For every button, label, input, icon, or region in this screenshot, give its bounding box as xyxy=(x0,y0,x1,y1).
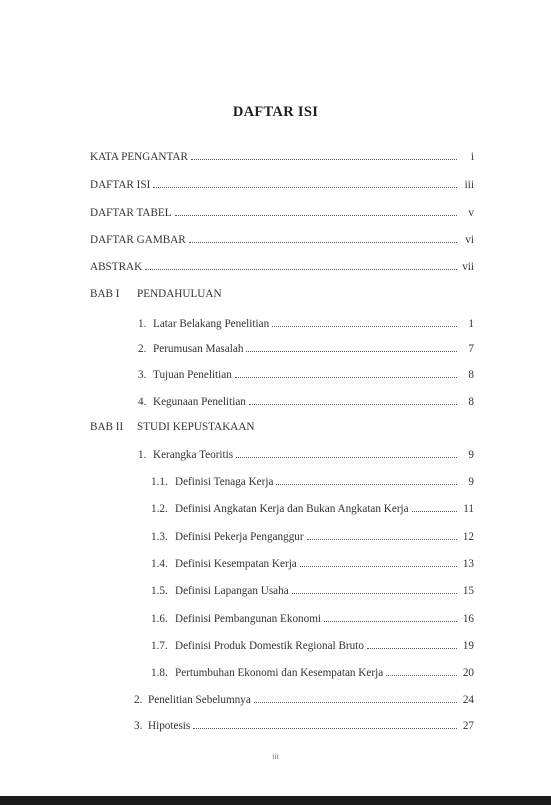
toc-entry-number: 3. xyxy=(138,369,147,381)
toc-entry-page: 11 xyxy=(463,503,474,515)
toc-entry-label: Definisi Angkatan Kerja dan Bukan Angkatan Kerja xyxy=(175,503,409,515)
toc-entry-label: Definisi Lapangan Usaha xyxy=(175,585,289,597)
toc-entry-abstrak[interactable] xyxy=(90,261,474,273)
toc-entry-page: iii xyxy=(464,179,474,191)
toc-entry-number: 1.1. xyxy=(151,476,168,488)
toc-entry-number: 1.4. xyxy=(151,558,168,570)
toc-entry-page: 13 xyxy=(462,558,474,570)
leader-dots xyxy=(153,186,457,188)
toc-entry-page: 27 xyxy=(462,720,474,732)
toc-entry-kegunaan-penelitian[interactable] xyxy=(138,396,474,408)
leader-dots xyxy=(249,403,457,405)
toc-entry-page: i xyxy=(470,151,474,163)
toc-entry-kata-pengantar[interactable] xyxy=(90,151,474,163)
toc-entry-page: 7 xyxy=(468,343,474,355)
chapter-title: STUDI KEPUSTAKAAN xyxy=(137,421,255,433)
toc-entry-daftar-isi[interactable] xyxy=(90,179,474,191)
leader-dots xyxy=(386,674,457,676)
toc-entry-page: 16 xyxy=(462,613,474,625)
chapter-title: PENDAHULUAN xyxy=(137,288,222,300)
toc-entry-label: Hipotesis xyxy=(148,720,191,732)
toc-entry-definisi-tenaga-kerja[interactable] xyxy=(151,476,474,488)
toc-entry-label: Tujuan Penelitian xyxy=(153,369,232,381)
scan-edge-bar xyxy=(0,796,551,805)
toc-entry-number: 4. xyxy=(138,396,147,408)
page-number: iii xyxy=(272,752,279,761)
toc-entry-label: Definisi Pembangunan Ekonomi xyxy=(175,613,322,625)
leader-dots xyxy=(189,241,457,243)
toc-entry-label: Latar Belakang Penelitian xyxy=(153,318,270,330)
toc-entry-kerangka-teoritis[interactable] xyxy=(138,449,474,461)
toc-entry-number: 2. xyxy=(134,694,143,706)
toc-entry-pertumbuhan-ekonomi[interactable] xyxy=(151,667,474,679)
toc-entry-number: 1. xyxy=(138,318,147,330)
toc-entry-label: KATA PENGANTAR xyxy=(90,151,188,163)
leader-dots xyxy=(272,325,457,327)
toc-entry-label: Penelitian Sebelumnya xyxy=(148,694,251,706)
toc-entry-perumusan-masalah[interactable] xyxy=(138,343,474,355)
toc-entry-page: vii xyxy=(462,261,474,273)
leader-dots xyxy=(307,538,457,540)
toc-entry-number: 2. xyxy=(138,343,147,355)
chapter-number: BAB II xyxy=(90,421,124,433)
leader-dots xyxy=(367,647,457,649)
leader-dots xyxy=(292,592,457,594)
toc-entry-latar-belakang[interactable] xyxy=(138,318,474,330)
toc-entry-page: 1 xyxy=(468,318,474,330)
toc-entry-definisi-pekerja-penganggur[interactable] xyxy=(151,531,474,543)
toc-entry-label: Definisi Tenaga Kerja xyxy=(175,476,274,488)
toc-entry-page: 9 xyxy=(468,476,474,488)
leader-dots xyxy=(145,268,457,270)
toc-entry-number: 1.3. xyxy=(151,531,168,543)
leader-dots xyxy=(191,158,457,160)
toc-entry-number: 3. xyxy=(134,720,143,732)
toc-entry-label: DAFTAR GAMBAR xyxy=(90,234,186,246)
toc-entry-definisi-kesempatan-kerja[interactable] xyxy=(151,558,474,570)
toc-entry-page: 15 xyxy=(462,585,474,597)
leader-dots xyxy=(246,350,457,352)
page-title: DAFTAR ISI xyxy=(232,104,319,120)
toc-entry-page: vi xyxy=(465,234,474,246)
toc-entry-label: Pertumbuhan Ekonomi dan Kesempatan Kerja xyxy=(175,667,384,679)
toc-entry-number: 1.2. xyxy=(151,503,168,515)
toc-entry-page: 19 xyxy=(462,640,474,652)
toc-entry-page: 9 xyxy=(468,449,474,461)
toc-entry-label: Definisi Kesempatan Kerja xyxy=(175,558,297,570)
chapter-number: BAB I xyxy=(90,288,120,300)
leader-dots xyxy=(300,565,457,567)
toc-entry-hipotesis[interactable] xyxy=(134,720,474,732)
toc-entry-page: 8 xyxy=(468,369,474,381)
toc-entry-label: Kegunaan Penelitian xyxy=(153,396,246,408)
leader-dots xyxy=(175,214,457,216)
toc-entry-penelitian-sebelumnya[interactable] xyxy=(134,694,474,706)
toc-entry-label: DAFTAR TABEL xyxy=(90,207,172,219)
leader-dots xyxy=(236,456,457,458)
toc-entry-definisi-lapangan-usaha[interactable] xyxy=(151,585,474,597)
toc-entry-number: 1. xyxy=(138,449,147,461)
leader-dots xyxy=(324,620,457,622)
toc-entry-page: v xyxy=(468,207,474,219)
toc-entry-page: 24 xyxy=(462,694,474,706)
toc-entry-number: 1.7. xyxy=(151,640,168,652)
toc-entry-label: DAFTAR ISI xyxy=(90,179,151,191)
toc-entry-definisi-pembangunan-ekonomi[interactable] xyxy=(151,613,474,625)
toc-entry-number: 1.5. xyxy=(151,585,168,597)
leader-dots xyxy=(254,701,457,703)
toc-entry-label: Definisi Pekerja Penganggur xyxy=(175,531,304,543)
toc-entry-definisi-pdrb[interactable] xyxy=(151,640,474,652)
chapter-heading-bab-1[interactable] xyxy=(90,288,222,300)
toc-entry-page: 8 xyxy=(468,396,474,408)
toc-entry-label: Perumusan Masalah xyxy=(153,343,244,355)
toc-entry-label: Kerangka Teoritis xyxy=(153,449,234,461)
leader-dots xyxy=(412,510,457,512)
toc-entry-number: 1.6. xyxy=(151,613,168,625)
toc-entry-daftar-tabel[interactable] xyxy=(90,207,474,219)
toc-entry-daftar-gambar[interactable] xyxy=(90,234,474,246)
toc-entry-tujuan-penelitian[interactable] xyxy=(138,369,474,381)
toc-entry-page: 12 xyxy=(462,531,474,543)
toc-entry-definisi-angkatan-kerja[interactable] xyxy=(151,503,474,515)
leader-dots xyxy=(276,483,457,485)
toc-entry-number: 1.8. xyxy=(151,667,168,679)
leader-dots xyxy=(193,727,457,729)
chapter-heading-bab-2[interactable] xyxy=(90,421,255,433)
toc-entry-label: ABSTRAK xyxy=(90,261,143,273)
leader-dots xyxy=(235,376,457,378)
toc-entry-label: Definisi Produk Domestik Regional Bruto xyxy=(175,640,364,652)
toc-entry-page: 20 xyxy=(462,667,474,679)
